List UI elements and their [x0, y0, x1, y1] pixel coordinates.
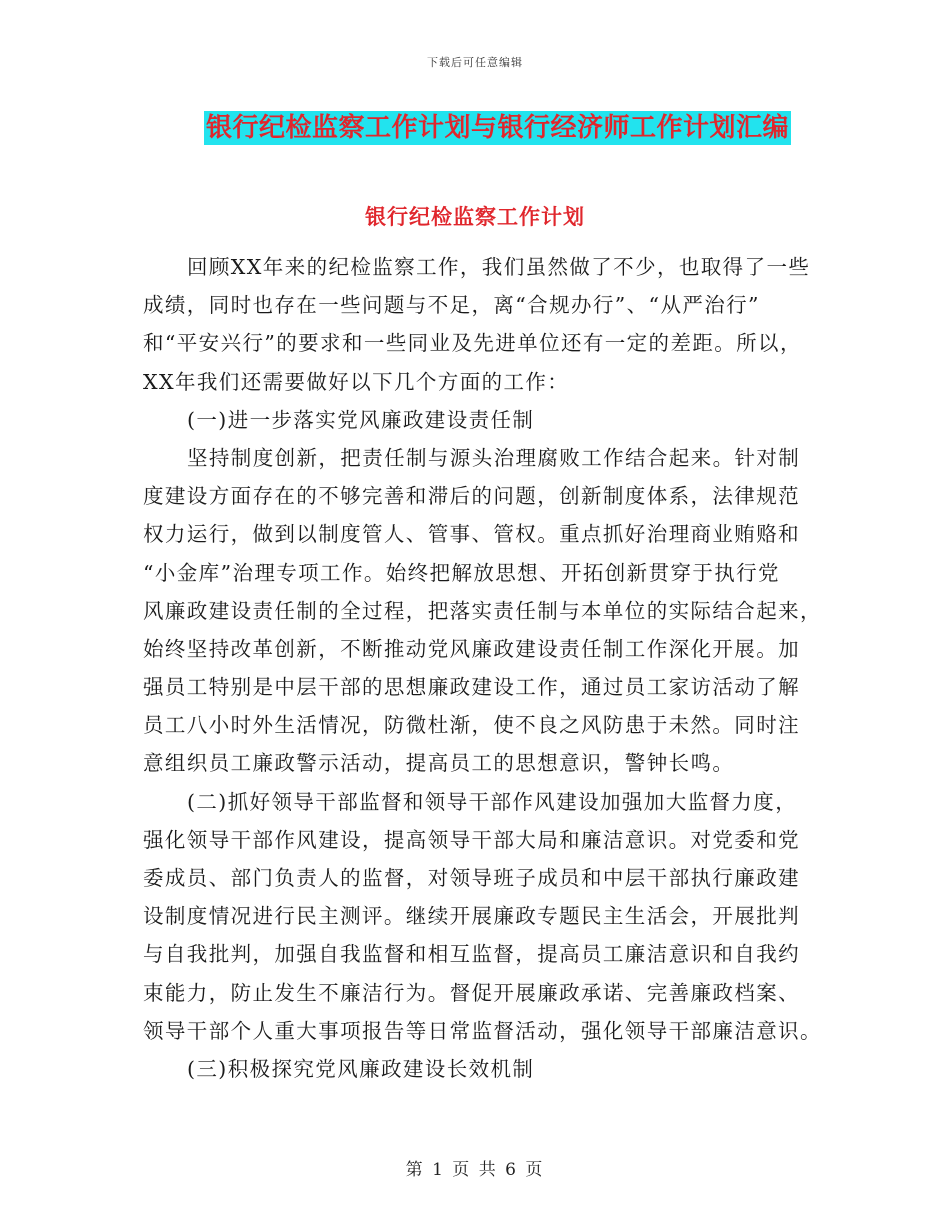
text-line: 成绩，同时也存在一些问题与不足，离“合规办行”、“从严治行” [143, 293, 760, 318]
text-line: 束能力，防止发生不廉洁行为。督促开展廉政承诺、完善廉政档案、 [143, 980, 800, 1005]
text-line: 领导干部个人重大事项报告等日常监督活动，强化领导干部廉洁意识。 [143, 1018, 822, 1043]
text-line: (一)进一步落实党风廉政建设责任制 [187, 407, 535, 432]
text-line: (二)抓好领导干部监督和领导干部作风建设加强加大监督力度， [187, 789, 798, 814]
text-line: 与自我批判，加强自我监督和相互监督，提高员工廉洁意识和自我约 [143, 942, 800, 967]
text-line: 强员工特别是中层干部的思想廉政建设工作，通过员工家访活动了解 [143, 675, 800, 700]
text-line: 员工八小时外生活情况，防微杜渐，使不良之风防患于未然。同时注 [143, 713, 800, 738]
header-note: 下载后可任意编辑 [427, 56, 523, 69]
page-footer: 第 1 页 共 6 页 [405, 1160, 545, 1180]
text-line: 强化领导干部作风建设，提高领导干部大局和廉洁意识。对党委和党 [143, 827, 800, 852]
document-title-container [0, 111, 950, 145]
section-title: 银行纪检监察工作计划 [365, 204, 585, 229]
text-line: 设制度情况进行民主测评。继续开展廉政专题民主生活会，开展批判 [143, 904, 800, 929]
document-title: 银行纪检监察工作计划与银行经济师工作计划汇编 [205, 113, 789, 143]
text-line: 权力运行，做到以制度管人、管事、管权。重点抓好治理商业贿赂和 [143, 522, 800, 547]
text-line: (三)积极探究党风廉政建设长效机制 [187, 1056, 535, 1081]
text-line: 回顾XX年来的纪检监察工作，我们虽然做了不少，也取得了一些 [187, 255, 811, 279]
text-line: 始终坚持改革创新，不断推动党风廉政建设责任制工作深化开展。加 [143, 636, 800, 661]
body-text [143, 248, 822, 1088]
text-line: 意组织员工廉政警示活动，提高员工的思想意识，警钟长鸣。 [143, 751, 735, 776]
text-line: XX年我们还需要做好以下几个方面的工作： [143, 369, 570, 394]
text-line: 委成员、部门负责人的监督，对领导班子成员和中层干部执行廉政建 [143, 866, 800, 890]
text-line: 和“平安兴行”的要求和一些同业及先进单位还有一定的差距。所以， [143, 331, 802, 356]
text-line: 风廉政建设责任制的全过程，把落实责任制与本单位的实际结合起来， [143, 598, 822, 623]
text-line: 度建设方面存在的不够完善和滞后的问题，创新制度体系，法律规范 [143, 484, 800, 509]
text-line: 坚持制度创新，把责任制与源头治理腐败工作结合起来。针对制 [187, 445, 801, 470]
text-line: “小金库”治理专项工作。始终把解放思想、开拓创新贯穿于执行党 [143, 560, 780, 585]
